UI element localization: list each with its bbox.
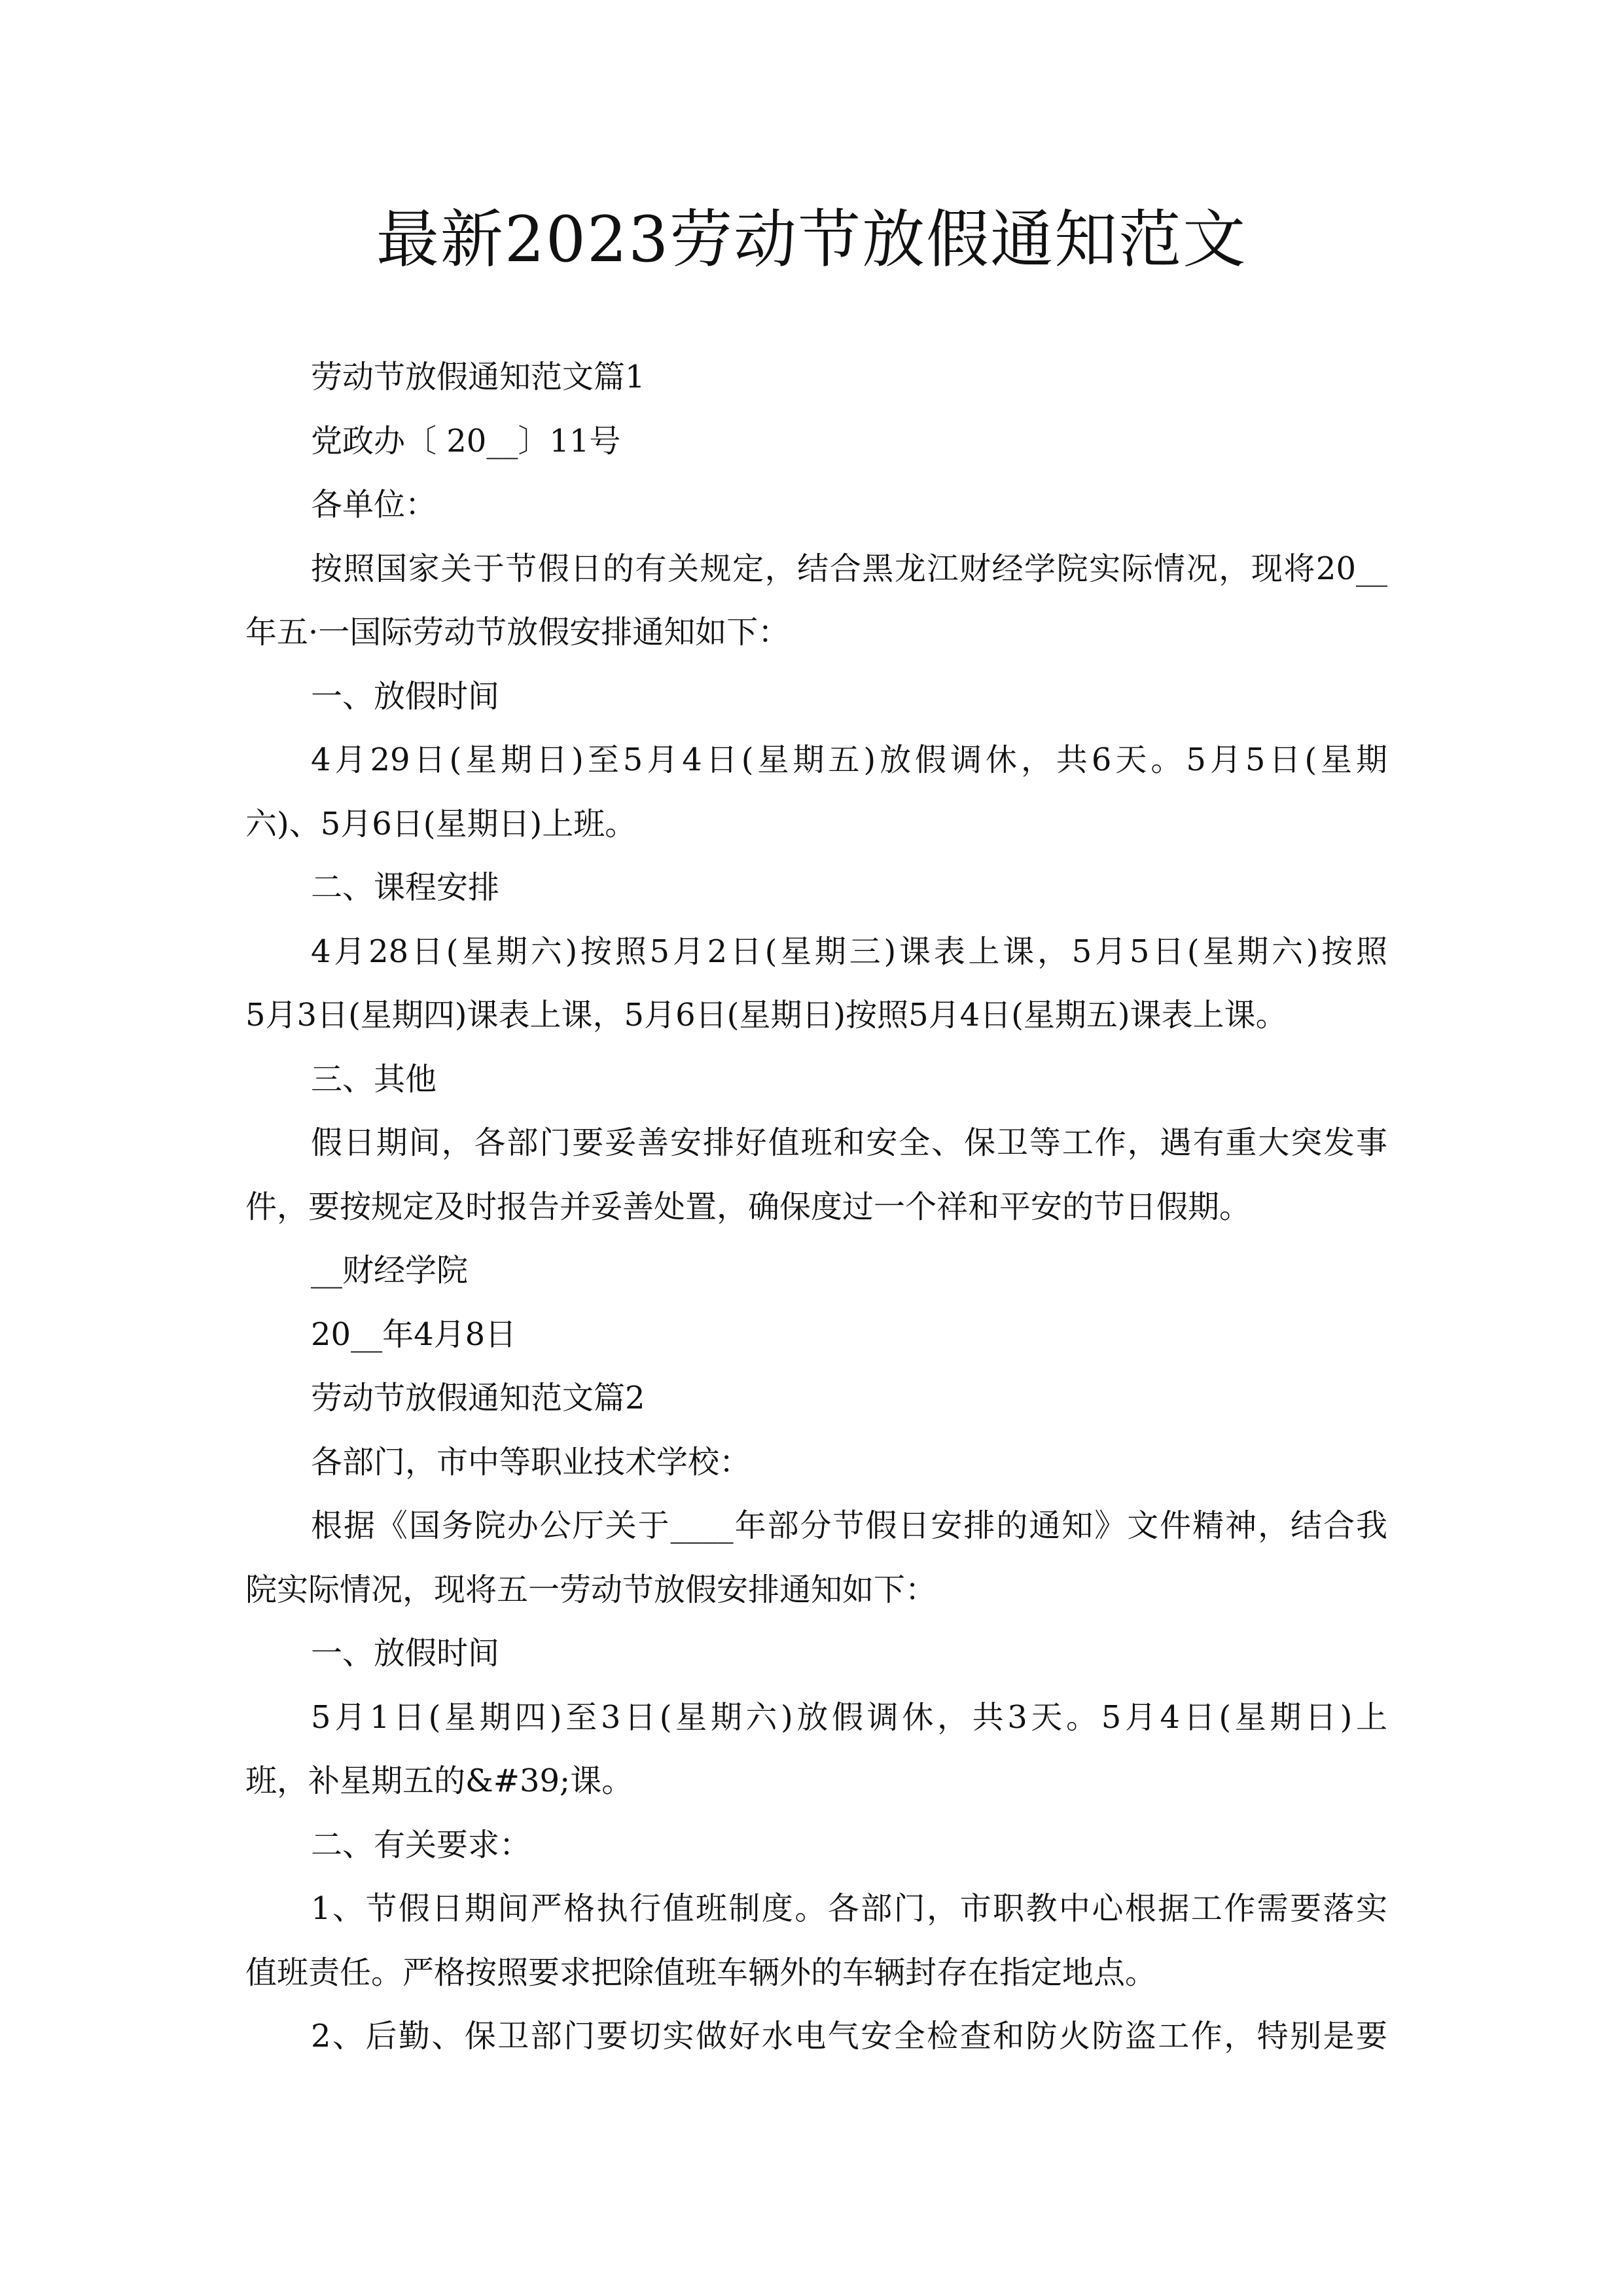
paragraph-line: 5月1日(星期四)至3日(星期六)放假调休，共3天。5月4日(星期日)上 xyxy=(311,1698,1387,1736)
subheading: 一、放假时间 xyxy=(311,1635,500,1672)
salutation: 各部门，市中等职业技术学校： xyxy=(311,1443,751,1480)
paragraph-line: 根据《国务院办公厅关于____年部分节假日安排的通知》文件精神，结合我 xyxy=(311,1507,1387,1544)
paragraph-line: 件，要按规定及时报告并妥善处置，确保度过一个祥和平安的节日假期。 xyxy=(245,1188,1251,1225)
subheading: 二、课程安排 xyxy=(311,869,500,906)
document-body xyxy=(245,346,1387,2069)
section-heading-2: 劳动节放假通知范文篇2 xyxy=(311,1380,645,1416)
paragraph-line: 假日期间，各部门要妥善安排好值班和安全、保卫等工作，遇有重大突发事 xyxy=(311,1124,1387,1161)
paragraph-line: 年五·一国际劳动节放假安排通知如下： xyxy=(245,614,790,651)
paragraph-line: 4月28日(星期六)按照5月2日(星期三)课表上课，5月5日(星期六)按照 xyxy=(311,933,1387,970)
subheading: 二、有关要求： xyxy=(311,1826,531,1863)
subheading: 一、放假时间 xyxy=(311,677,500,715)
paragraph-line: 1、节假日期间严格执行值班制度。各部门，市职教中心根据工作需要落实 xyxy=(311,1890,1387,1927)
document-title: 最新2023劳动节放假通知范文 xyxy=(376,203,1247,276)
section-heading-1: 劳动节放假通知范文篇1 xyxy=(311,359,645,395)
document-number: 党政办〔 20__〕11号 xyxy=(311,422,621,459)
paragraph-line: 2、后勤、保卫部门要切实做好水电气安全检查和防火防盗工作，特别是要 xyxy=(311,2018,1387,2054)
signature-date: 20__年4月8日 xyxy=(311,1316,517,1353)
paragraph-line: 班，补星期五的&#39;课。 xyxy=(245,1763,633,1799)
paragraph-line: 4月29日(星期日)至5月4日(星期五)放假调休，共6天。5月5日(星期 xyxy=(311,742,1387,778)
paragraph-line: 六)、5月6日(星期日)上班。 xyxy=(245,805,637,842)
subheading: 三、其他 xyxy=(311,1060,437,1098)
paragraph-line: 值班责任。严格按照要求把除值班车辆外的车辆封存在指定地点。 xyxy=(245,1954,1157,1991)
paragraph-line: 按照国家关于节假日的有关规定，结合黑龙江财经学院实际情况，现将20__ xyxy=(311,550,1387,587)
paragraph-line: 5月3日(星期四)课表上课，5月6日(星期日)按照5月4日(星期五)课表上课。 xyxy=(245,997,1287,1033)
salutation: 各单位： xyxy=(311,486,437,523)
paragraph-line: 院实际情况，现将五一劳动节放假安排通知如下： xyxy=(245,1571,937,1608)
signature-org: __财经学院 xyxy=(311,1252,469,1289)
